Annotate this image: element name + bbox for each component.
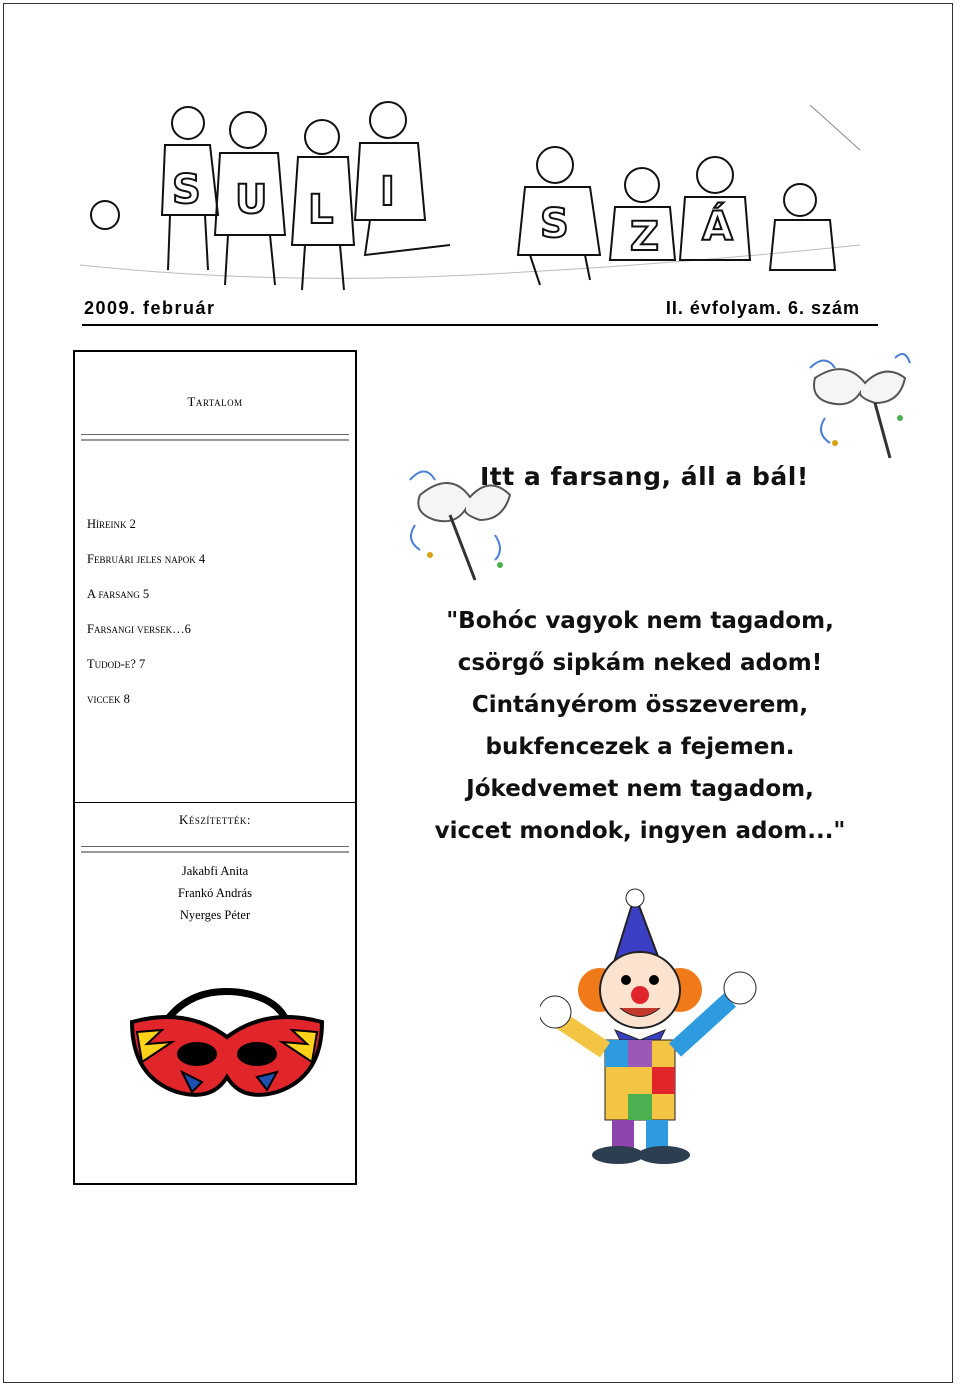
poem-line: csörgő sipkám neked adom! <box>457 650 823 676</box>
masthead-letter-s: S <box>172 167 201 213</box>
issue-volume: II. évfolyam. 6. szám <box>665 298 860 318</box>
poem-line: Cintányérom összeverem, <box>471 692 809 718</box>
poem-line: bukfencezek a fejemen. <box>485 734 795 760</box>
toc-item-hireink[interactable]: Híreink 2 <box>87 517 136 531</box>
clown-illustration-icon <box>540 880 790 1170</box>
issue-date: 2009. február <box>84 298 216 318</box>
headline: Itt a farsang, áll a bál! <box>480 462 809 491</box>
party-mask-icon <box>805 348 915 468</box>
masthead-letter-z: Z <box>630 214 660 260</box>
author-name: Frankó András <box>178 886 252 900</box>
poem <box>405 600 875 852</box>
masthead-letter-a: Á <box>702 204 733 250</box>
toc-item-tudod-e[interactable]: Tudod-e? 7 <box>87 657 146 671</box>
carnival-mask-icon <box>127 982 327 1112</box>
toc-item-versek[interactable]: Farsangi versek…6 <box>87 622 191 636</box>
masthead-letter-i: I <box>380 169 395 215</box>
made-by-separator <box>75 802 355 803</box>
masthead-illustration <box>70 95 870 300</box>
toc-box <box>73 350 357 1185</box>
toc-item-viccek[interactable]: viccek 8 <box>87 692 130 706</box>
poem-line: Jókedvemet nem tagadom, <box>466 776 814 802</box>
masthead-letter-l: L <box>308 187 334 233</box>
issue-line <box>82 296 878 326</box>
toc-divider <box>81 434 349 441</box>
made-by-title: Készítették: <box>179 812 251 827</box>
author-name: Jakabfi Anita <box>181 864 249 878</box>
poem-line: viccet mondok, ingyen adom..." <box>434 818 846 844</box>
made-by-divider <box>81 846 349 853</box>
toc-title: Tartalom <box>187 394 243 409</box>
author-name: Nyerges Péter <box>179 908 251 922</box>
poem-line: "Bohóc vagyok nem tagadom, <box>446 608 834 634</box>
masthead-letter-u: U <box>235 177 268 223</box>
masthead-letter-s2: S <box>540 201 569 247</box>
toc-item-farsang[interactable]: A farsang 5 <box>87 587 150 601</box>
toc-item-jeles-napok[interactable]: Februári jeles napok 4 <box>87 552 206 566</box>
